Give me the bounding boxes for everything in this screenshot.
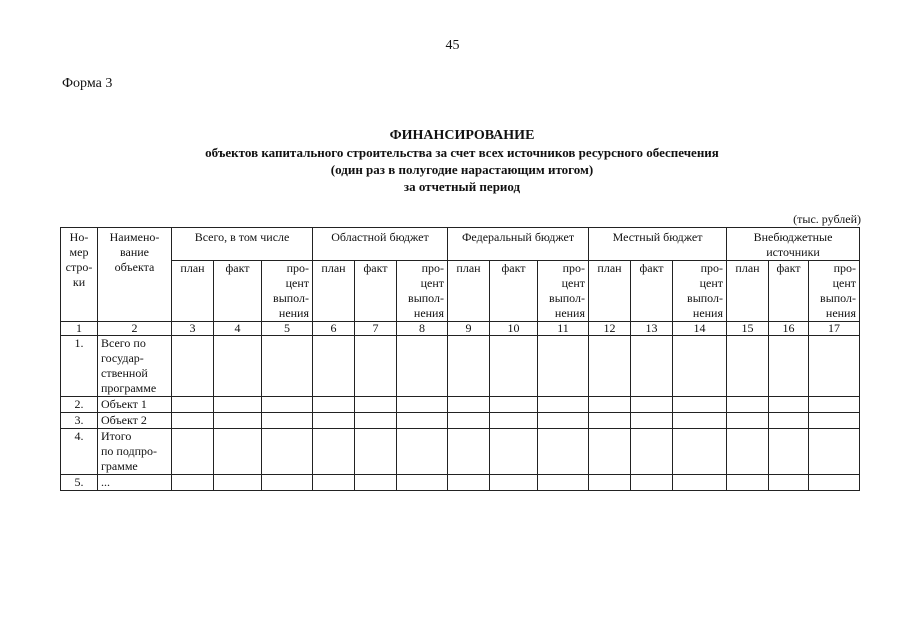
row-name: Объект 2 (98, 413, 172, 429)
row-name: ... (98, 475, 172, 491)
column-numbers-row (61, 322, 860, 336)
column-number: 2 (98, 322, 172, 336)
header-row-1 (61, 228, 860, 261)
column-number: 4 (214, 322, 262, 336)
title-line-2: объектов капитального строительства за счет всех источников ресурсного обеспечения (205, 145, 719, 160)
header-percent: про- цент выпол- нения (397, 261, 448, 322)
financing-table (60, 227, 860, 491)
page-number: 45 (445, 38, 460, 53)
header-object-name: Наимено- вание объекта (98, 228, 172, 322)
header-fact: факт (214, 261, 262, 322)
header-group-local: Местный бюджет (589, 228, 727, 261)
document-title (62, 127, 862, 195)
table-row (61, 413, 860, 429)
form-label: Форма 3 (62, 76, 113, 91)
column-number: 13 (631, 322, 673, 336)
header-percent: про- цент выпол- нения (809, 261, 860, 322)
table-row (61, 475, 860, 491)
header-group-total: Всего, в том числе (172, 228, 313, 261)
column-number: 14 (673, 322, 727, 336)
row-number: 1. (61, 336, 98, 397)
header-plan: план (172, 261, 214, 322)
row-name: Объект 1 (98, 397, 172, 413)
column-number: 5 (262, 322, 313, 336)
row-number: 2. (61, 397, 98, 413)
column-number: 8 (397, 322, 448, 336)
row-name: Всего по государ- ственной программе (98, 336, 172, 397)
header-percent: про- цент выпол- нения (538, 261, 589, 322)
column-number: 1 (61, 322, 98, 336)
title-line-4: за отчетный период (403, 179, 521, 194)
row-number: 5. (61, 475, 98, 491)
column-number: 10 (490, 322, 538, 336)
units-label: (тыс. рублей) (793, 212, 861, 226)
row-number: 3. (61, 413, 98, 429)
header-group-regional: Областной бюджет (313, 228, 448, 261)
column-number: 17 (809, 322, 860, 336)
header-plan: план (727, 261, 769, 322)
header-percent: про- цент выпол- нения (262, 261, 313, 322)
header-fact: факт (490, 261, 538, 322)
header-plan: план (313, 261, 355, 322)
header-fact: факт (355, 261, 397, 322)
column-number: 3 (172, 322, 214, 336)
header-row-number: Но- мер стро- ки (61, 228, 98, 322)
column-number: 12 (589, 322, 631, 336)
table-row (61, 429, 860, 475)
header-row-2 (61, 261, 860, 322)
header-percent: про- цент выпол- нения (673, 261, 727, 322)
column-number: 11 (538, 322, 589, 336)
column-number: 15 (727, 322, 769, 336)
title-line-1: ФИНАНСИРОВАНИЕ (389, 128, 535, 143)
table-row (61, 336, 860, 397)
header-plan: план (448, 261, 490, 322)
title-line-3: (один раз в полугодие нарастающим итогом) (330, 162, 594, 177)
row-number: 4. (61, 429, 98, 475)
column-number: 16 (769, 322, 809, 336)
header-group-extrabudget: Внебюджетные источники (727, 228, 860, 261)
header-plan: план (589, 261, 631, 322)
row-name: Итого по подпро- грамме (98, 429, 172, 475)
header-fact: факт (631, 261, 673, 322)
column-number: 9 (448, 322, 490, 336)
header-fact: факт (769, 261, 809, 322)
header-group-federal: Федеральный бюджет (448, 228, 589, 261)
table-row (61, 397, 860, 413)
column-number: 7 (355, 322, 397, 336)
column-number: 6 (313, 322, 355, 336)
